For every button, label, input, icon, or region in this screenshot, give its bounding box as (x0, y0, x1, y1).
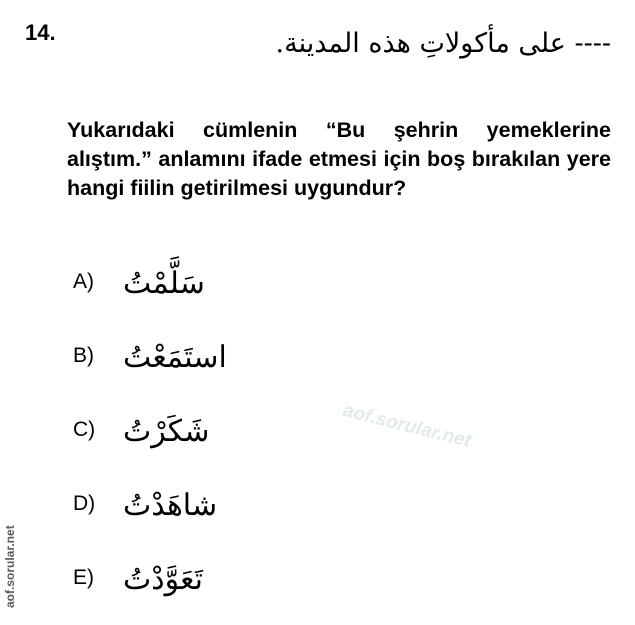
option-word: سَلَّمْتُ (123, 266, 205, 301)
option-word: تَعَوَّدْتُ (123, 562, 203, 597)
option-a[interactable] (73, 256, 273, 312)
question-text: Yukarıdaki cümlenin “Bu şehrin yemeklerine alıştım.” anlamını ifade etmesi için boş bırakılan yere hangi fiilin getirilmesi uygundur? (67, 118, 611, 200)
option-letter: D) (73, 492, 96, 515)
option-letter: B) (73, 344, 94, 367)
option-word: شَكَرْتُ (123, 414, 210, 449)
option-letter: E) (73, 566, 94, 589)
option-letter: A) (73, 270, 94, 293)
arabic-sentence: ---- على مأكولاتِ هذه المدينة. (275, 28, 611, 59)
watermark-center: aof.sorular.net (340, 400, 474, 453)
option-letter: C) (73, 418, 96, 441)
option-word: استَمَعْتُ (123, 340, 227, 375)
option-d[interactable] (73, 478, 273, 534)
question-number: 14. (25, 20, 56, 45)
watermark-side: aof.sorular.net (3, 525, 17, 608)
option-e[interactable] (73, 552, 273, 608)
option-b[interactable] (73, 330, 273, 386)
option-word: شاهَدْتُ (123, 488, 218, 523)
option-c[interactable] (73, 404, 273, 460)
